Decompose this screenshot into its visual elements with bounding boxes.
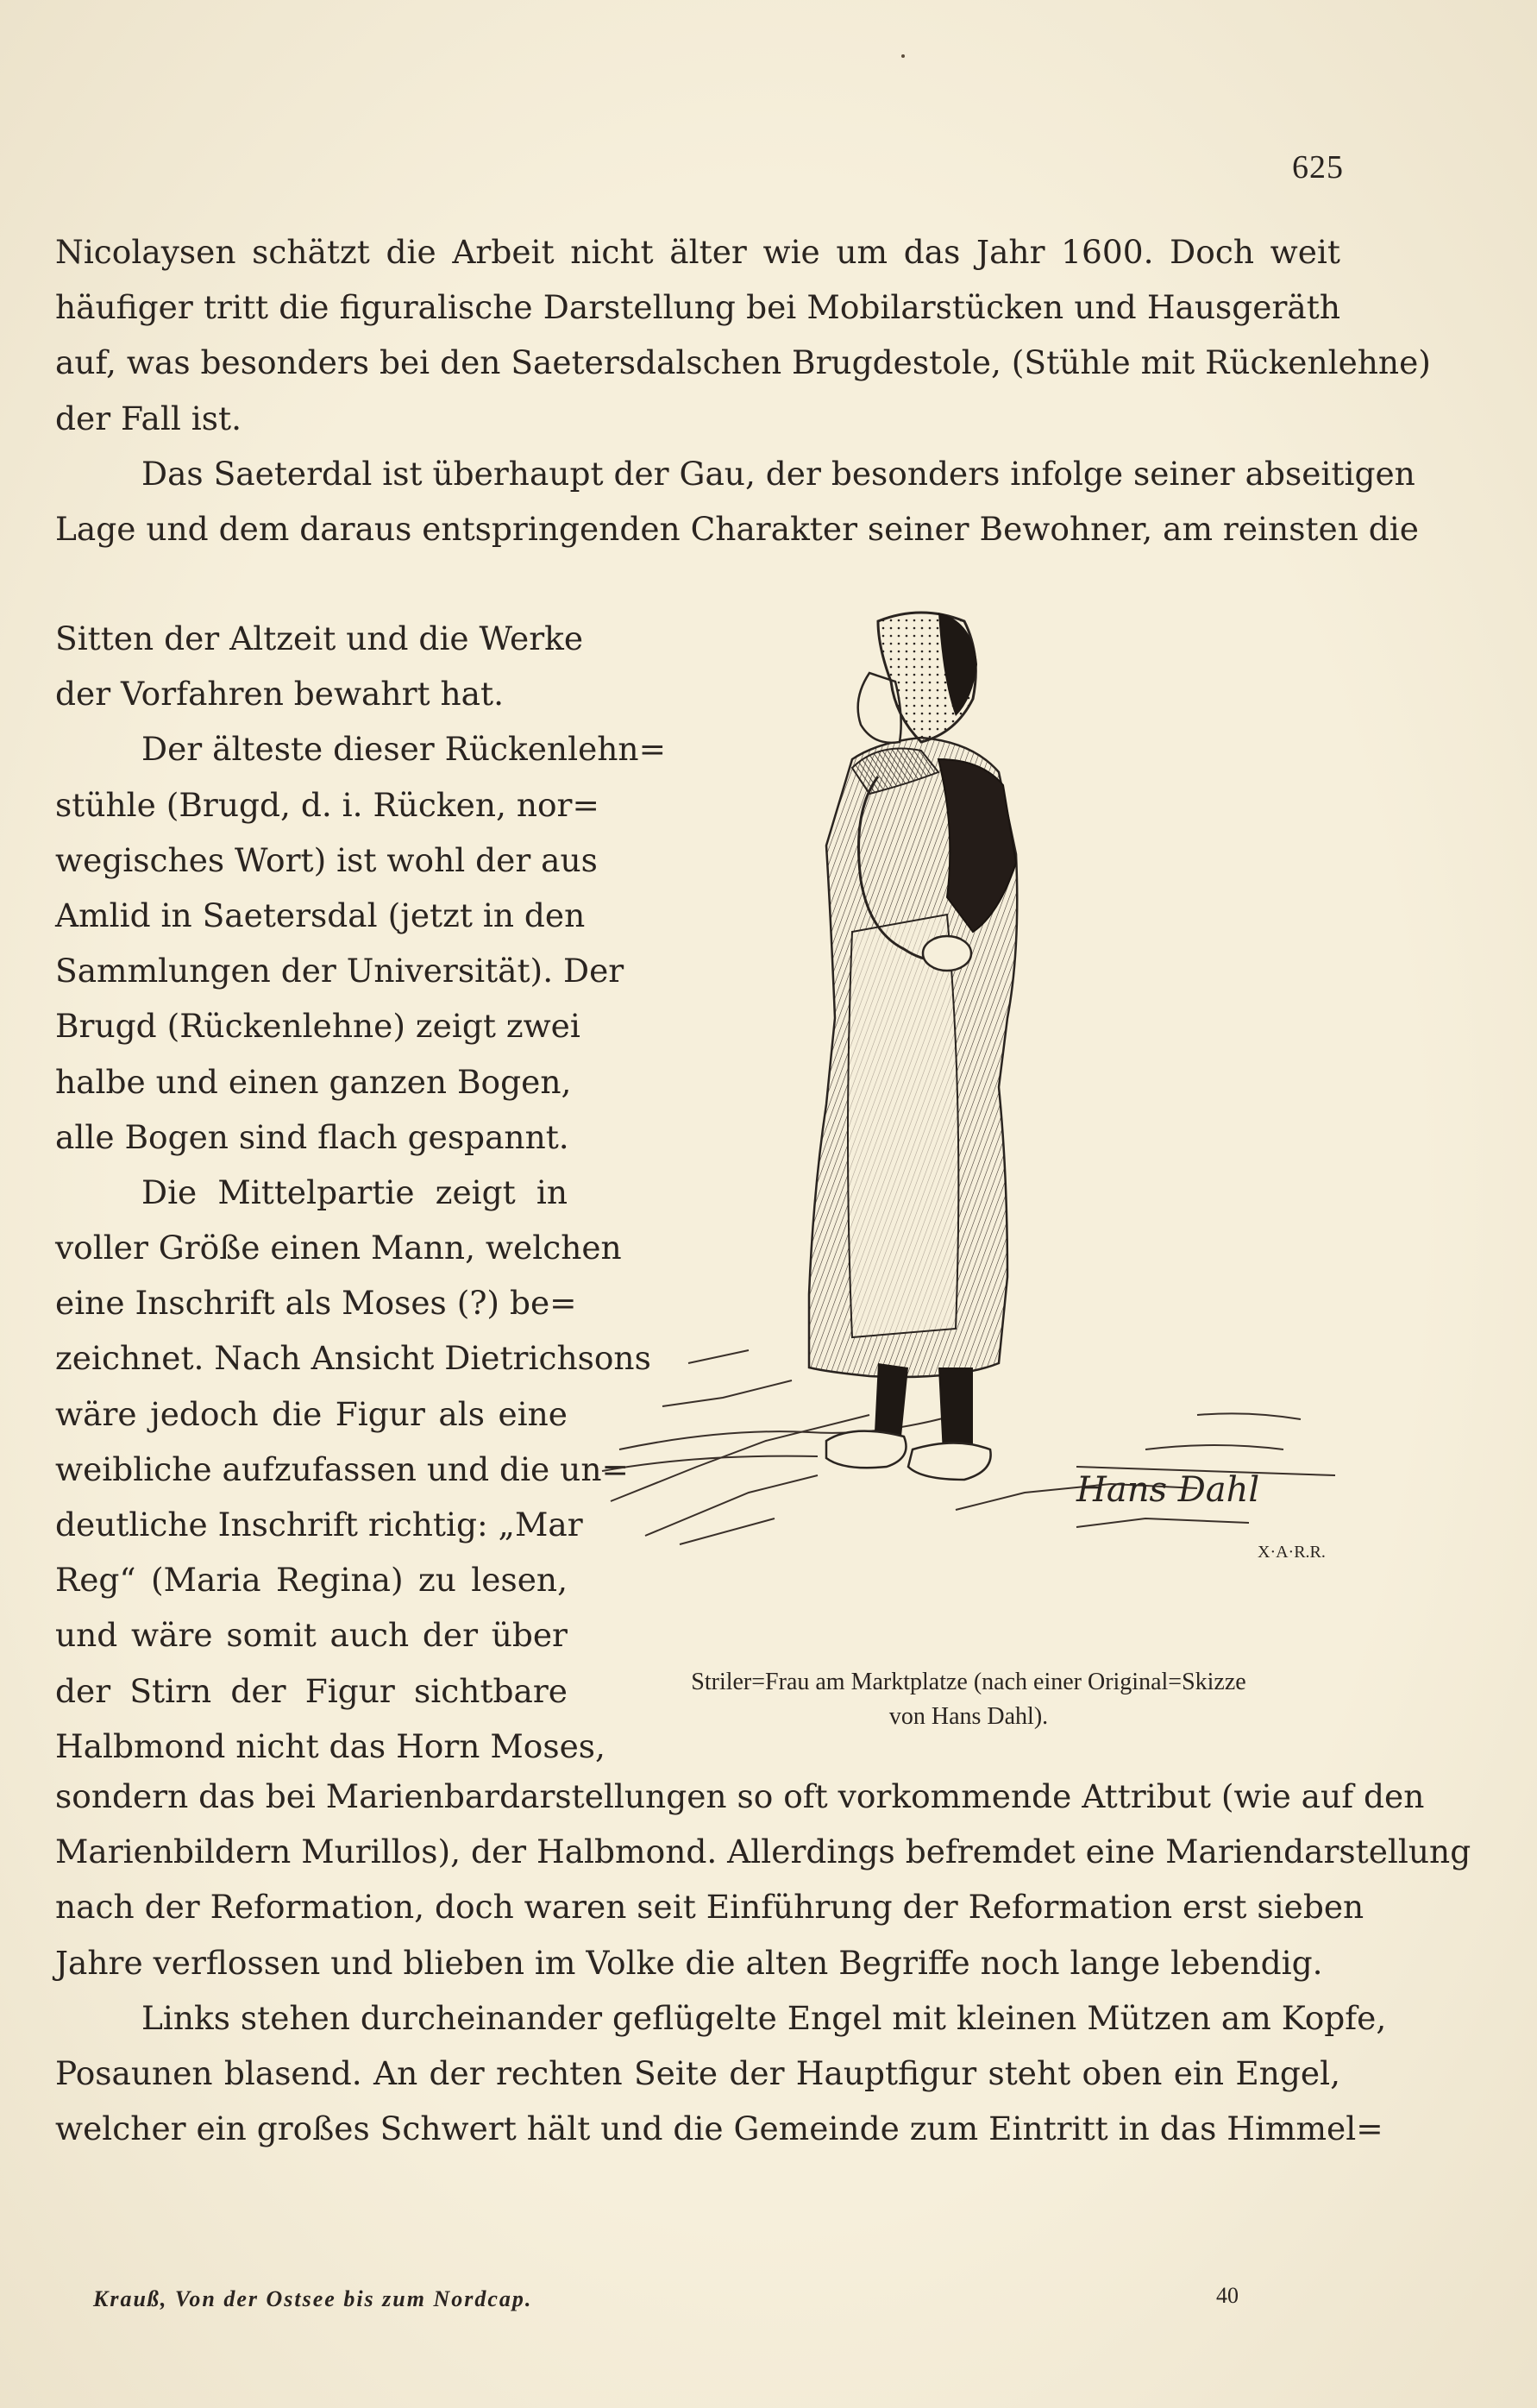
text-line: welcher ein großes Schwert hält und die Gemeinde zum Eintritt in das Himmel=	[55, 2109, 1383, 2148]
page-number: 625	[1292, 149, 1344, 185]
text-line: der Stirn der Figur sichtbare	[55, 1671, 568, 1710]
text-line: häufiger tritt die figuralische Darstellung bei Mobilarstücken und Hausgeräth	[55, 288, 1340, 327]
text-line: der Fall ist.	[55, 399, 242, 437]
text-line: Posaunen blasend. An der rechten Seite der Hauptfigur steht oben ein Engel,	[55, 2053, 1340, 2092]
figure-caption	[587, 1665, 1351, 1734]
text-line: Nicolaysen schätzt die Arbeit nicht älter wie um das Jahr 1600. Doch weit	[55, 233, 1340, 271]
text-line: nach der Reformation, doch waren seit Einführung der Reformation erst sieben	[55, 1888, 1364, 1927]
text-line: weibliche aufzufassen und die un=	[55, 1449, 629, 1488]
text-line: zeichnet. Nach Ansicht Dietrichsons	[55, 1339, 651, 1378]
text-line: halbe und einen ganzen Bogen,	[55, 1062, 572, 1101]
speck	[901, 54, 905, 58]
text-line: Halbmond nicht das Horn Moses,	[55, 1726, 605, 1765]
running-title: Krauß, Von der Ostsee bis zum Nordcap.	[93, 2286, 533, 2311]
shoe-left	[826, 1431, 907, 1468]
text-line: alle Bogen sind flach gespannt.	[55, 1117, 569, 1156]
text-line: sondern das bei Marienbardarstellungen so oft vorkommende Attribut (wie auf den	[55, 1777, 1425, 1815]
hand	[923, 936, 971, 971]
text-line: Jahre verflossen und blieben im Volke die alten Begriffe noch lange lebendig.	[55, 1943, 1323, 1982]
shoe-right	[908, 1443, 991, 1481]
narrow-text-block	[55, 611, 666, 1774]
text-line: Amlid in Saetersdal (jetzt in den	[55, 896, 586, 934]
text-line: Brugd (Rückenlehne) zeigt zwei	[55, 1007, 580, 1046]
text-line: deutliche Inschrift richtig: „Mar	[55, 1506, 583, 1544]
woman-illustration	[593, 587, 1352, 1648]
text-line: wegisches Wort) ist wohl der aus	[55, 840, 598, 879]
signature-mark: 40	[1216, 2283, 1239, 2308]
text-line: stühle (Brugd, d. i. Rücken, nor=	[55, 785, 599, 824]
text-line: Das Saeterdal ist überhaupt der Gau, der besonders infolge seiner abseitigen	[141, 454, 1415, 493]
leg-right	[938, 1367, 973, 1454]
text-line: und wäre somit auch der über	[55, 1616, 568, 1655]
engraver-mark: X·A·R.R.	[1258, 1543, 1326, 1562]
text-line: Marienbildern Murillos), der Halbmond. Allerdings befremdet eine Mariendarstellung	[55, 1833, 1471, 1871]
artist-signature: Hans Dahl	[1076, 1470, 1260, 1510]
text-line: eine Inschrift als Moses (?) be=	[55, 1284, 577, 1323]
text-line: auf, was besonders bei den Saetersdalschen Brugdestole, (Stühle mit Rückenlehne)	[55, 343, 1431, 382]
text-line: Lage und dem daraus entspringenden Charakter seiner Bewohner, am reinsten die	[55, 509, 1419, 548]
bottom-text-block	[55, 1769, 1471, 2156]
text-line: voller Größe einen Mann, welchen	[55, 1229, 622, 1267]
text-line: Sammlungen der Universität). Der	[55, 952, 624, 990]
text-line: Die Mittelpartie zeigt in	[141, 1173, 568, 1211]
top-text-block	[55, 224, 1431, 556]
text-line: Links stehen durcheinander geflügelte Engel mit kleinen Mützen am Kopfe,	[141, 1998, 1387, 2037]
text-line: wäre jedoch die Figur als eine	[55, 1394, 568, 1433]
caption-line: Striler=Frau am Marktplatze (nach einer Original=Skizze	[691, 1669, 1246, 1695]
caption-line: von Hans Dahl).	[888, 1703, 1049, 1730]
text-line: Sitten der Altzeit und die Werke	[55, 619, 584, 657]
apron	[848, 915, 958, 1337]
text-line: Der älteste dieser Rückenlehn=	[141, 730, 666, 769]
text-line: der Vorfahren bewahrt hat.	[55, 675, 504, 714]
text-line: Reg“ (Maria Regina) zu lesen,	[55, 1561, 568, 1600]
